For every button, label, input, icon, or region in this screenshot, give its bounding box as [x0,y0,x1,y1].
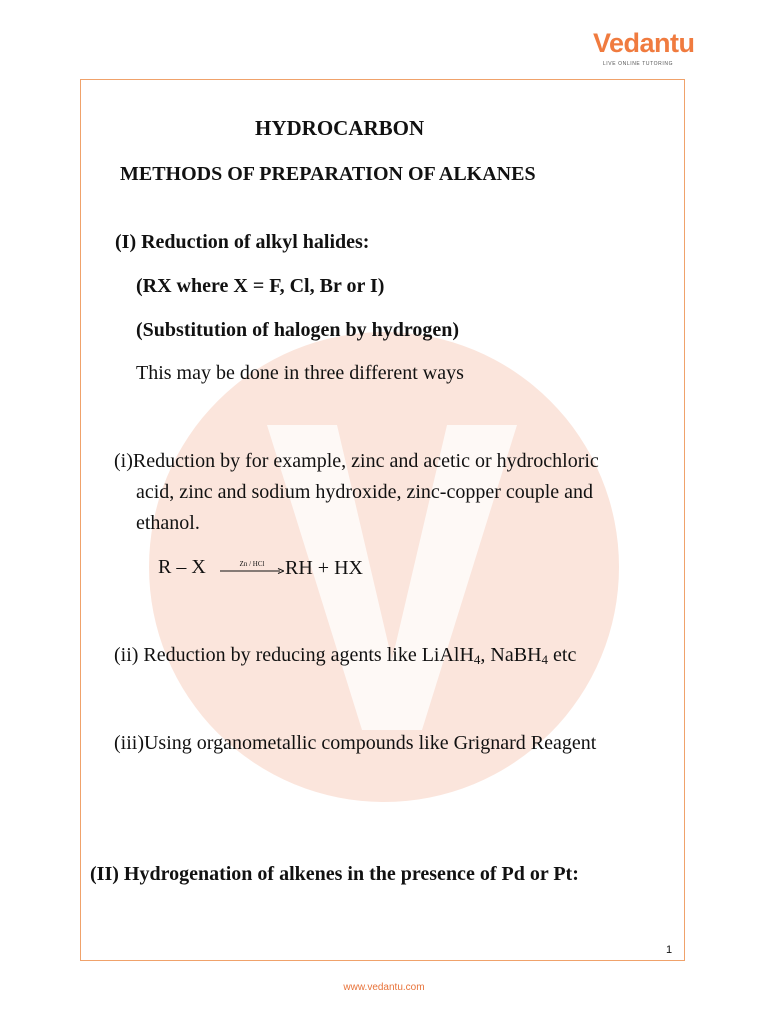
reaction-reagent: Zn / HCl [239,560,265,568]
method-i-line3: ethanol. [136,512,200,534]
logo-tagline: LIVE ONLINE TUTORING [602,61,674,67]
substitution-note: (Substitution of halogen by hydrogen) [136,319,460,341]
method-ii [114,643,576,667]
intro-text: This may be done in three different ways [136,362,464,384]
method-ii-subscript-a: 4 [473,652,481,667]
vedantu-logo [593,28,695,72]
section-heading-reduction: (I) Reduction of alkyl halides: [115,231,370,253]
page-number: 1 [666,944,673,956]
reaction-arrow [220,560,284,574]
page-subtitle: METHODS OF PREPARATION OF ALKANES [120,163,536,185]
method-ii-text-a: (ii) Reduction by reducing agents like LiAlH [114,644,474,666]
page-title: HYDROCARBON [255,116,425,140]
rx-note: (RX where X = F, Cl, Br or I) [136,275,385,297]
logo-wordmark: Vedantu [593,28,695,58]
method-ii-subscript-b: 4 [541,652,549,667]
method-ii-text-b: , NaBH [480,644,542,666]
method-ii-text-c: etc [548,644,577,666]
section-heading-hydrogenation: (II) Hydrogenation of alkenes in the presence of Pd or Pt: [90,863,579,885]
method-i-line1: (i)Reduction by for example, zinc and acetic or hydrochloric [114,450,599,472]
method-iii: (iii)Using organometallic compounds like Grignard Reagent [114,732,597,754]
reaction-equation [158,556,206,579]
arrow-icon [220,568,284,574]
equation-products: RH + HX [285,557,363,579]
equation-reactant: R – X [158,556,206,578]
footer-url[interactable]: www.vedantu.com [343,982,425,993]
method-i-line2: acid, zinc and sodium hydroxide, zinc-copper couple and [136,481,594,503]
